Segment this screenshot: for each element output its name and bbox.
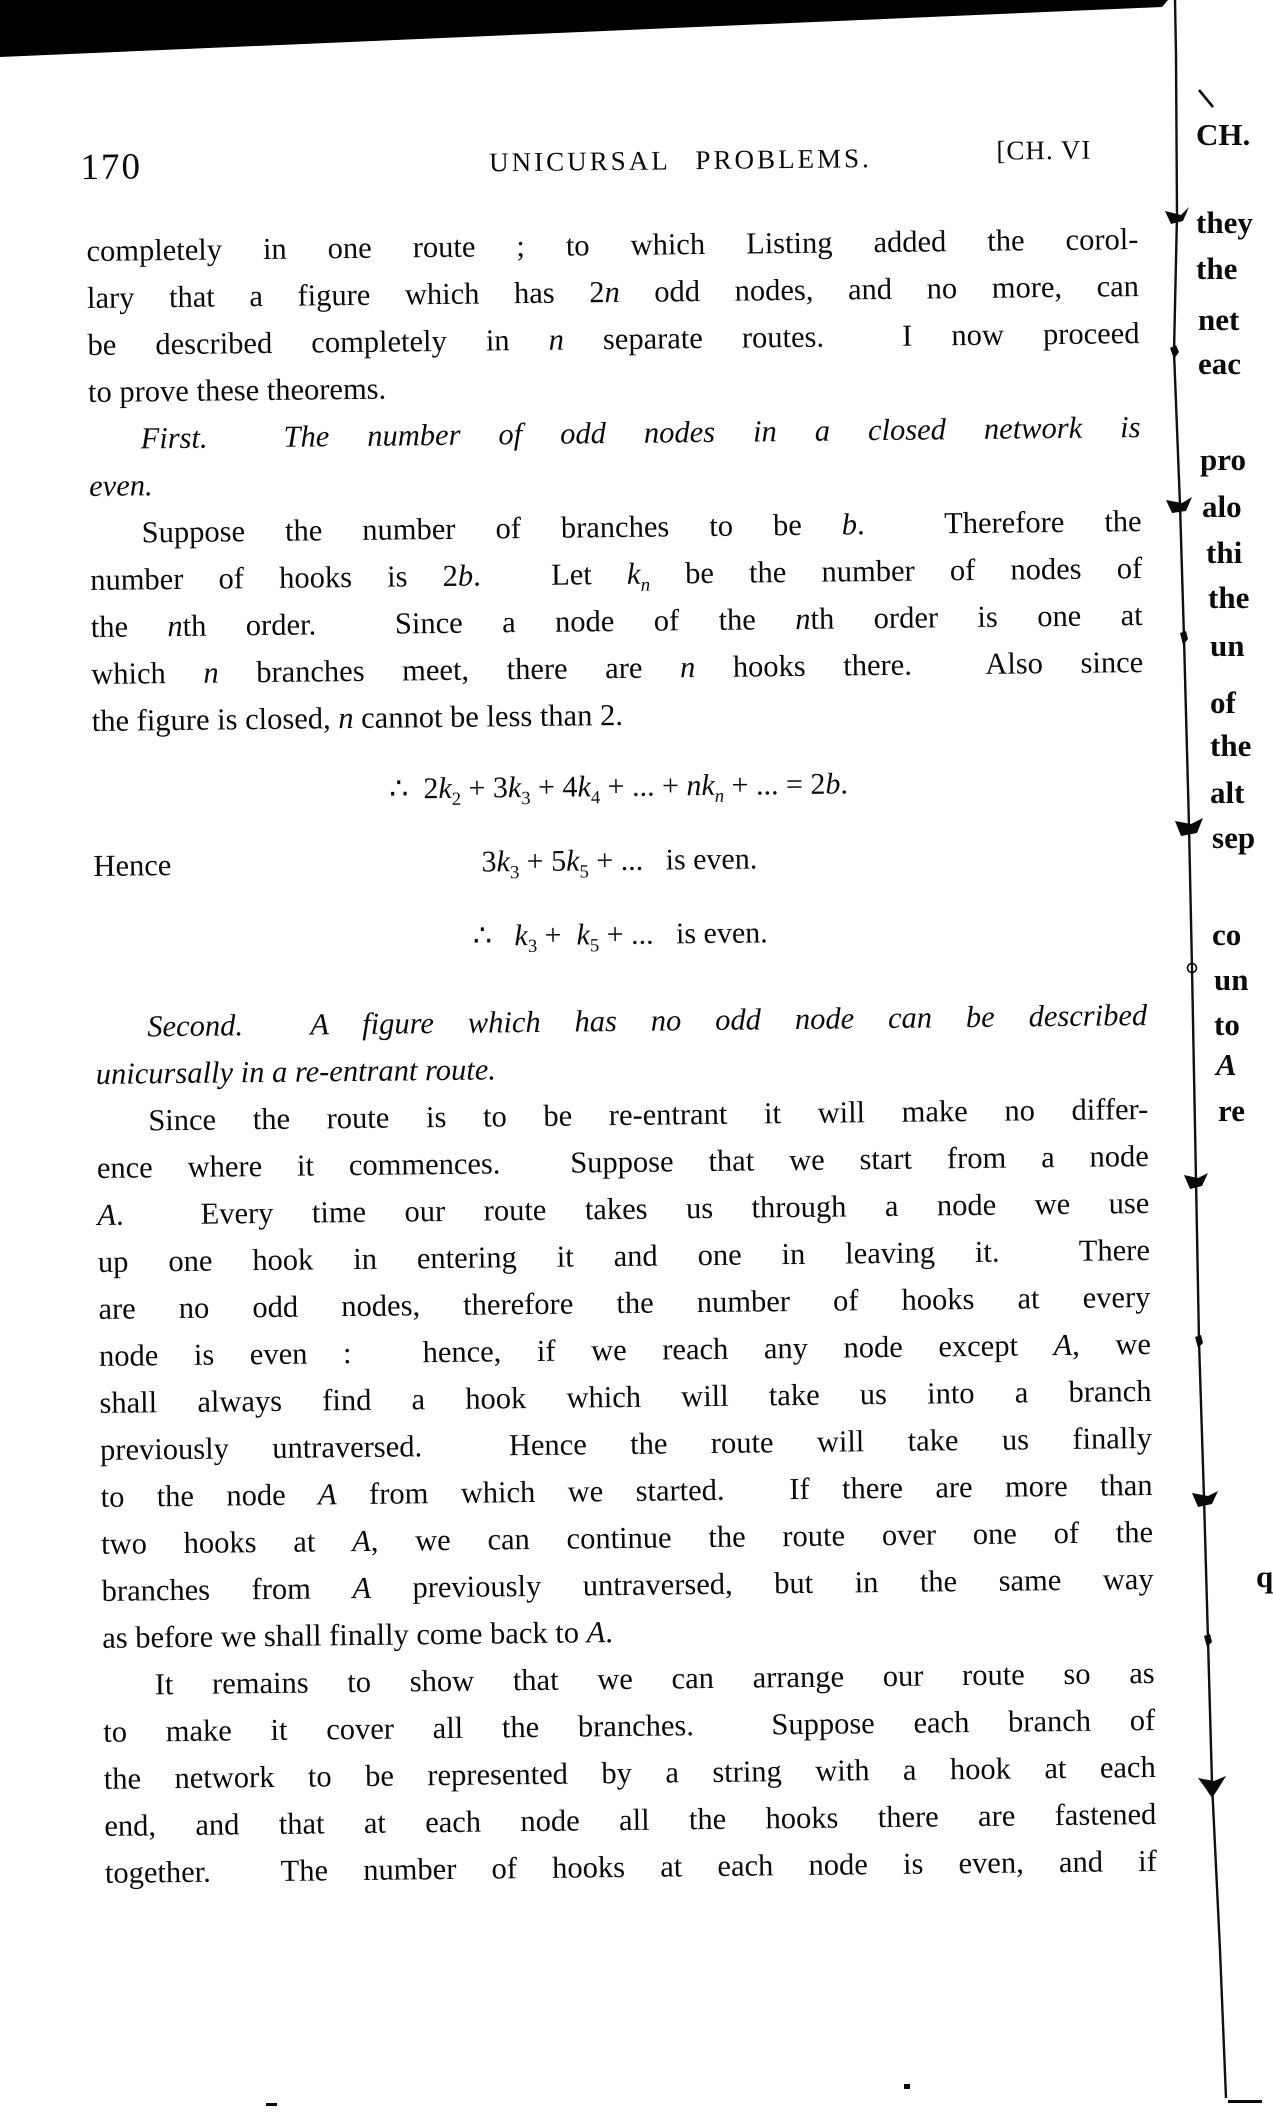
text-run: n [604,274,620,310]
margin-fragment: alo [1202,489,1242,524]
body-text [86,216,1157,1897]
text-run: even. [88,468,153,503]
text-run: number of hooks is 2 [90,558,459,597]
text-run: hooks there. Also since [695,645,1144,685]
margin-fragment: the [1208,580,1250,615]
text-run: + ... = 2 [723,767,826,802]
text-run: ence where it commences. Suppose that we start from a node [96,1139,1149,1185]
text-run: n [203,655,219,690]
text-run: n [640,574,651,596]
text-run: A [97,1197,117,1232]
text-run: 5 [589,935,600,957]
text-run: . Every time our route takes us through a node we use [115,1186,1150,1232]
text-run: 5 [579,861,589,883]
text-run: . [605,1615,614,1650]
text-run: the figure is closed, [91,701,339,738]
text-run: shall always find a hook which will take us into a branch [99,1373,1152,1420]
text-run: , we [1071,1327,1152,1362]
text-run: First. The number of odd nodes in a closed network is [140,410,1141,456]
paragraph-block-1 [86,216,1144,745]
text-run: 3 [509,862,520,884]
text-run: are no odd nodes, therefore the number of hooks at every [98,1280,1151,1326]
text-run: A [586,1615,606,1650]
text-run: separate routes. I now proceed [563,316,1140,357]
margin-fragment: eac [1198,346,1242,381]
text-run: 2 [451,788,462,810]
text-run: node is even : hence, if we reach any node except [98,1328,1054,1373]
margin-fragment: thi [1206,535,1243,570]
text-run: the network to be represented by a string with a hook at each [103,1749,1156,1796]
text-run: A [317,1477,337,1512]
text-run: 3 [527,935,538,958]
paragraph-block-2 [95,992,1157,1897]
margin-fragment: CH. [1196,117,1251,152]
running-head-chapter: [CH. VI [996,134,1092,166]
text-run: lary that a figure which has 2 [86,275,605,316]
equation-label: Hence [93,848,172,883]
equation-block [92,733,1147,1004]
text-run: be the number of nodes of [649,551,1143,591]
margin-fragment: the [1196,251,1238,286]
text-run: from which we started. If there are more than [336,1467,1153,1512]
text-run: previously untraversed. Hence the route will take us finally [99,1420,1153,1467]
text-run: be described completely in [87,322,549,362]
text-run: which [91,655,204,691]
text-run: . Therefore the [856,504,1142,542]
text-run: to make it cover all the branches. Suppose each branch of [103,1702,1156,1749]
text-run: 3 [481,845,497,879]
text-run: n [686,769,702,803]
text-run: odd nodes, and no more, can [619,269,1140,309]
text-run: ∴ 2 [389,772,439,806]
text-run: + 4 [530,770,578,805]
text-run: k [514,919,528,953]
text-run: n [795,601,811,636]
text-run: as before we shall finally come back to [102,1615,587,1655]
text-run: n [548,322,565,357]
text-run: the [90,609,168,644]
margin-fragment: re [1218,1093,1245,1128]
text-run: branches from [101,1571,353,1608]
text-run: to the node [100,1477,319,1514]
margin-fragment: A [1216,1047,1237,1082]
text-run: Second. A figure which has no odd node can be described [147,998,1148,1044]
running-head-title: UNICURSAL PROBLEMS. [489,143,872,178]
text-run: + ... + [599,769,687,804]
margin-fragment: un [1214,962,1249,997]
text-run: previously untraversed, but in the same way [370,1561,1154,1605]
text-run: th order is one at [810,598,1143,636]
text-run: k [701,768,715,803]
text-run: A [351,1523,371,1559]
text-run: n [167,608,183,644]
text-run: k [576,918,590,952]
text-run: Since the route is to be re-entrant it will make no differ- [148,1092,1149,1138]
text-run: together. The number of hooks at each node is even, and if [104,1843,1157,1890]
text-run: k [507,771,522,805]
equation-content [472,916,768,958]
equation-line [92,757,1144,816]
text-run: completely in one route ; to which Listing added the corol- [86,222,1139,269]
text-run: + 3 [460,771,509,805]
text-run: A [1053,1327,1073,1363]
text-run: n [679,650,696,685]
margin-fragment: pro [1200,442,1246,477]
text-run: 3 [521,788,531,810]
margin-fragment: to [1214,1007,1240,1042]
text-run: + 5 [518,844,567,879]
text-run: b [841,507,858,542]
margin-fragment: sep [1212,820,1256,855]
margin-fragment: un [1210,628,1245,663]
text-run: ∴ [472,919,515,953]
margin-fragment: co [1212,917,1242,952]
text-run: . Let [472,556,628,593]
text-run: + ... is even. [598,916,768,952]
text-run: b [457,558,474,593]
margin-fragment: they [1196,205,1253,240]
equation-line [93,831,1145,890]
text-run: b [825,767,841,801]
text-run: unicursally in a re-entrant route. [95,1052,497,1091]
text-run: k [565,844,580,878]
margin-fragment: q [1256,1559,1273,1594]
margin-fragment: the [1210,728,1252,763]
text-run: Suppose the number of branches to be [141,507,842,550]
text-run: to prove these theorems. [87,371,387,409]
text-run: , we can continue the route over one of the [370,1514,1154,1558]
text-run: n [714,785,725,807]
text-run: k [577,770,591,804]
equation-content [389,767,849,810]
text-run: . [840,767,849,801]
text-run: two hooks at [100,1524,353,1561]
text-run: k [626,556,641,591]
text-run: end, and that at each node all the hooks there are fastened [104,1796,1157,1843]
text-run: k [496,845,511,879]
text-run: cannot be less than 2. [353,697,624,736]
page-number: 170 [80,146,143,189]
margin-fragment: alt [1210,775,1245,810]
text-run: up one hook in entering it and one in leaving it. There [97,1233,1151,1279]
margin-fragment: of [1210,685,1236,720]
text-run: + [536,918,577,952]
text-run: A [352,1570,372,1606]
text-run: n [338,701,354,736]
margin-fragment: net [1198,302,1240,337]
equation-content [481,842,758,884]
text-run: It remains to show that we can arrange our route so as [154,1655,1155,1702]
text-run: th order. Since a node of the [182,601,796,643]
text-run: 4 [590,787,601,809]
text-run: k [438,771,452,806]
text-run: + ... is even. [588,842,758,878]
equation-line [94,905,1146,964]
text-run: branches meet, there are [218,650,681,690]
